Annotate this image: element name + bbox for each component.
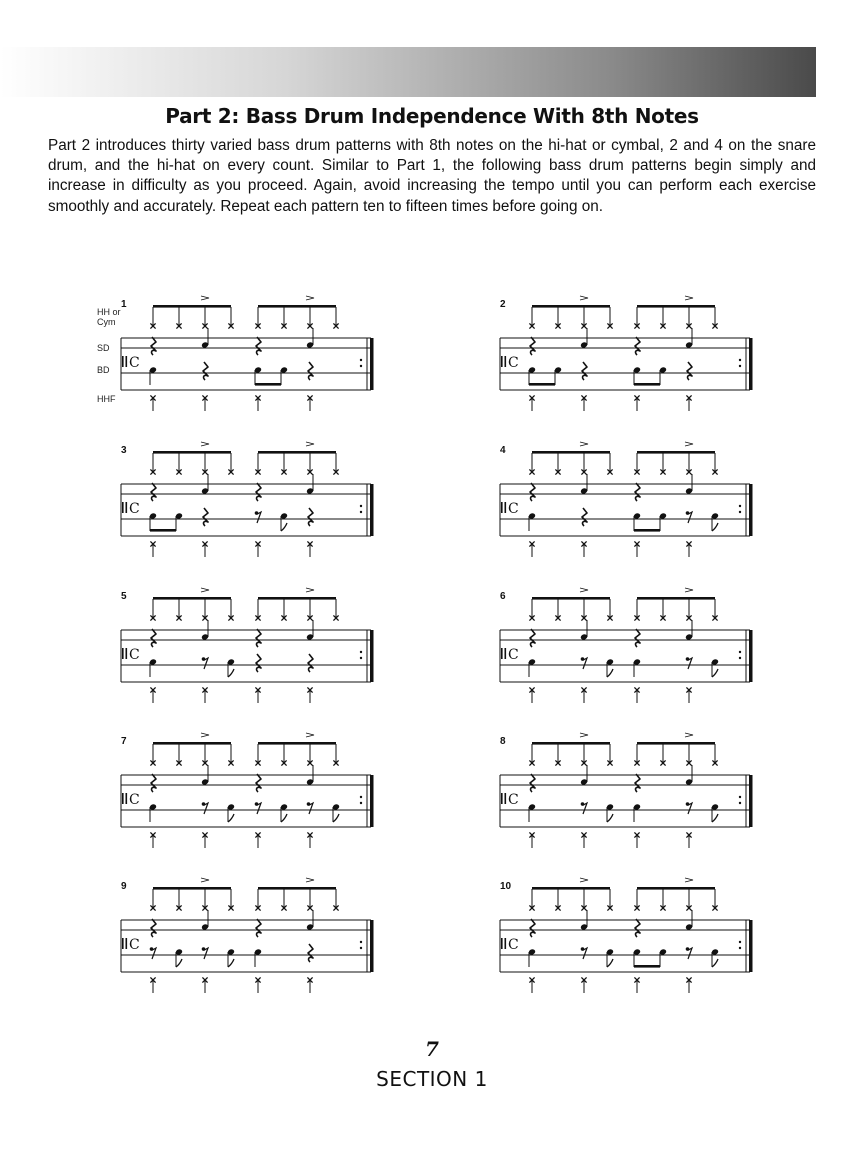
hihat-beam bbox=[153, 887, 231, 890]
repeat-dot bbox=[360, 796, 362, 798]
legend-cym: Cym bbox=[97, 317, 116, 327]
snare-rest bbox=[635, 629, 640, 647]
time-signature: C bbox=[129, 937, 140, 953]
exercise-2 bbox=[497, 298, 767, 418]
snare-rest bbox=[635, 774, 640, 792]
accent-mark bbox=[306, 296, 314, 300]
bass-beam bbox=[255, 383, 281, 386]
page-title: Part 2: Bass Drum Independence With 8th Notes bbox=[165, 104, 699, 128]
accent-mark bbox=[685, 296, 693, 300]
end-barline-thick bbox=[749, 630, 753, 682]
snare-rest bbox=[530, 774, 535, 792]
legend-sd: SD bbox=[97, 343, 110, 353]
repeat-dot bbox=[739, 657, 741, 659]
hihat-beam bbox=[258, 305, 336, 308]
bass-eighth-rest bbox=[581, 657, 587, 669]
end-barline-thick bbox=[370, 484, 374, 536]
accent-mark bbox=[580, 733, 588, 737]
accent-mark bbox=[580, 296, 588, 300]
bass-rest bbox=[203, 508, 208, 526]
exercise-4 bbox=[497, 444, 767, 564]
snare-rest bbox=[530, 337, 535, 355]
repeat-dot bbox=[739, 511, 741, 513]
bass-eighth-rest bbox=[581, 802, 587, 814]
percussion-clef bbox=[505, 648, 507, 659]
bass-beam bbox=[634, 965, 660, 968]
percussion-clef bbox=[126, 938, 128, 949]
hihat-beam bbox=[637, 742, 715, 745]
time-signature: C bbox=[508, 355, 519, 371]
hihat-beam bbox=[153, 597, 231, 600]
bass-flag bbox=[712, 959, 718, 967]
bass-rest bbox=[308, 654, 313, 672]
time-signature: C bbox=[508, 501, 519, 517]
hihat-beam bbox=[532, 742, 610, 745]
exercise-number: 8 bbox=[500, 736, 506, 747]
percussion-clef bbox=[501, 648, 503, 659]
repeat-dot bbox=[739, 947, 741, 949]
exercise-3 bbox=[118, 444, 388, 564]
repeat-dot bbox=[360, 365, 362, 367]
hihat-beam bbox=[258, 887, 336, 890]
page-number: 7 bbox=[425, 1037, 439, 1061]
snare-rest bbox=[151, 483, 156, 501]
exercise-9 bbox=[118, 880, 388, 1000]
percussion-clef bbox=[122, 793, 124, 804]
hihat-beam bbox=[637, 451, 715, 454]
repeat-dot bbox=[739, 941, 741, 943]
snare-rest bbox=[151, 337, 156, 355]
time-signature: C bbox=[129, 792, 140, 808]
repeat-dot bbox=[360, 657, 362, 659]
percussion-clef bbox=[505, 793, 507, 804]
hihat-beam bbox=[258, 451, 336, 454]
percussion-clef bbox=[505, 502, 507, 513]
accent-mark bbox=[685, 878, 693, 882]
repeat-dot bbox=[360, 505, 362, 507]
accent-mark bbox=[580, 588, 588, 592]
repeat-dot bbox=[360, 651, 362, 653]
snare-rest bbox=[530, 483, 535, 501]
hihat-beam bbox=[153, 305, 231, 308]
repeat-dot bbox=[739, 365, 741, 367]
bass-eighth-rest bbox=[686, 511, 692, 523]
percussion-clef bbox=[126, 793, 128, 804]
bass-flag bbox=[228, 814, 234, 822]
bass-eighth-rest bbox=[686, 657, 692, 669]
bass-eighth-rest bbox=[202, 657, 208, 669]
hihat-beam bbox=[532, 887, 610, 890]
bass-eighth-rest bbox=[686, 947, 692, 959]
exercise-7 bbox=[118, 735, 388, 855]
snare-rest bbox=[256, 337, 261, 355]
exercise-number: 10 bbox=[500, 881, 512, 892]
bass-rest bbox=[308, 508, 313, 526]
exercise-number: 1 bbox=[121, 299, 127, 310]
accent-mark bbox=[685, 733, 693, 737]
snare-rest bbox=[151, 629, 156, 647]
time-signature: C bbox=[129, 647, 140, 663]
bass-flag bbox=[607, 669, 613, 677]
percussion-clef bbox=[501, 356, 503, 367]
repeat-dot bbox=[360, 802, 362, 804]
bass-eighth-rest bbox=[150, 947, 156, 959]
bass-flag bbox=[333, 814, 339, 822]
accent-mark bbox=[201, 733, 209, 737]
exercise-number: 6 bbox=[500, 591, 506, 602]
bass-eighth-rest bbox=[255, 511, 261, 523]
bass-eighth-rest bbox=[581, 947, 587, 959]
exercise-number: 7 bbox=[121, 736, 127, 747]
hihat-beam bbox=[258, 597, 336, 600]
percussion-clef bbox=[505, 938, 507, 949]
exercise-number: 4 bbox=[500, 445, 506, 456]
accent-mark bbox=[580, 442, 588, 446]
snare-rest bbox=[530, 629, 535, 647]
percussion-clef bbox=[501, 793, 503, 804]
percussion-clef bbox=[126, 356, 128, 367]
repeat-dot bbox=[360, 359, 362, 361]
end-barline-thick bbox=[370, 338, 374, 390]
bass-rest bbox=[687, 362, 692, 380]
exercise-6 bbox=[497, 590, 767, 710]
hihat-beam bbox=[153, 742, 231, 745]
time-signature: C bbox=[508, 792, 519, 808]
repeat-dot bbox=[739, 802, 741, 804]
accent-mark bbox=[201, 588, 209, 592]
snare-rest bbox=[635, 337, 640, 355]
hihat-beam bbox=[637, 887, 715, 890]
exercise-5 bbox=[118, 590, 388, 710]
intro-paragraph: Part 2 introduces thirty varied bass drum patterns with 8th notes on the hi-hat or cymbal, 2 and 4 on the snare drum, and the hi-hat on every count. Similar to Part 1, the following bass drum patterns begin simply and increase in difficulty as you proceed. Again, avoid increasing the tempo until you can perform each exercise smoothly and accurately. Repeat each pattern ten to fifteen times before going on. bbox=[48, 137, 816, 215]
time-signature: C bbox=[129, 501, 140, 517]
bass-eighth-rest bbox=[202, 947, 208, 959]
bass-flag bbox=[281, 814, 287, 822]
exercise-1 bbox=[118, 298, 388, 418]
snare-rest bbox=[151, 774, 156, 792]
time-signature: C bbox=[129, 355, 140, 371]
snare-rest bbox=[256, 629, 261, 647]
bass-eighth-rest bbox=[202, 802, 208, 814]
end-barline-thick bbox=[749, 484, 753, 536]
repeat-dot bbox=[360, 511, 362, 513]
repeat-dot bbox=[739, 796, 741, 798]
snare-rest bbox=[530, 919, 535, 937]
snare-rest bbox=[635, 919, 640, 937]
exercise-number: 3 bbox=[121, 445, 127, 456]
hihat-beam bbox=[258, 742, 336, 745]
end-barline-thick bbox=[749, 920, 753, 972]
section-label: SECTION 1 bbox=[376, 1067, 488, 1091]
bass-rest bbox=[308, 944, 313, 962]
exercise-8 bbox=[497, 735, 767, 855]
accent-mark bbox=[201, 878, 209, 882]
bass-beam bbox=[150, 529, 176, 532]
bass-flag bbox=[607, 959, 613, 967]
bass-flag bbox=[712, 669, 718, 677]
percussion-clef bbox=[505, 356, 507, 367]
bass-rest bbox=[582, 362, 587, 380]
exercise-number: 5 bbox=[121, 591, 127, 602]
repeat-dot bbox=[360, 941, 362, 943]
bass-eighth-rest bbox=[686, 802, 692, 814]
repeat-dot bbox=[739, 505, 741, 507]
repeat-dot bbox=[360, 947, 362, 949]
accent-mark bbox=[306, 442, 314, 446]
snare-rest bbox=[256, 919, 261, 937]
exercise-number: 2 bbox=[500, 299, 506, 310]
bass-flag bbox=[607, 814, 613, 822]
bass-beam bbox=[634, 529, 660, 532]
snare-rest bbox=[256, 483, 261, 501]
accent-mark bbox=[201, 442, 209, 446]
bass-flag bbox=[712, 814, 718, 822]
accent-mark bbox=[201, 296, 209, 300]
percussion-clef bbox=[122, 502, 124, 513]
accent-mark bbox=[685, 588, 693, 592]
exercise-number: 9 bbox=[121, 881, 127, 892]
end-barline-thick bbox=[370, 920, 374, 972]
time-signature: C bbox=[508, 937, 519, 953]
bass-flag bbox=[281, 523, 287, 531]
snare-rest bbox=[256, 774, 261, 792]
percussion-clef bbox=[122, 648, 124, 659]
bass-flag bbox=[228, 669, 234, 677]
bass-beam bbox=[529, 383, 555, 386]
bass-eighth-rest bbox=[255, 802, 261, 814]
bass-flag bbox=[712, 523, 718, 531]
end-barline-thick bbox=[370, 775, 374, 827]
percussion-clef bbox=[126, 648, 128, 659]
hihat-beam bbox=[532, 451, 610, 454]
time-signature: C bbox=[508, 647, 519, 663]
snare-rest bbox=[151, 919, 156, 937]
accent-mark bbox=[306, 878, 314, 882]
accent-mark bbox=[580, 878, 588, 882]
repeat-dot bbox=[739, 651, 741, 653]
snare-rest bbox=[635, 483, 640, 501]
bass-flag bbox=[176, 959, 182, 967]
end-barline-thick bbox=[370, 630, 374, 682]
hihat-beam bbox=[637, 597, 715, 600]
bass-eighth-rest bbox=[307, 802, 313, 814]
legend-hhf: HHF bbox=[97, 394, 116, 404]
bass-beam bbox=[634, 383, 660, 386]
hihat-beam bbox=[153, 451, 231, 454]
legend-bd: BD bbox=[97, 365, 110, 375]
accent-mark bbox=[685, 442, 693, 446]
bass-rest bbox=[203, 362, 208, 380]
bass-flag bbox=[228, 959, 234, 967]
repeat-dot bbox=[739, 359, 741, 361]
bass-rest bbox=[582, 508, 587, 526]
percussion-clef bbox=[501, 938, 503, 949]
header-gradient-bar bbox=[0, 47, 816, 97]
hihat-beam bbox=[532, 597, 610, 600]
hihat-beam bbox=[637, 305, 715, 308]
percussion-clef bbox=[122, 356, 124, 367]
percussion-clef bbox=[122, 938, 124, 949]
percussion-clef bbox=[126, 502, 128, 513]
percussion-clef bbox=[501, 502, 503, 513]
end-barline-thick bbox=[749, 775, 753, 827]
accent-mark bbox=[306, 588, 314, 592]
bass-rest bbox=[256, 654, 261, 672]
exercise-10 bbox=[497, 880, 767, 1000]
bass-rest bbox=[308, 362, 313, 380]
legend-hh: HH or bbox=[97, 307, 121, 317]
end-barline-thick bbox=[749, 338, 753, 390]
accent-mark bbox=[306, 733, 314, 737]
hihat-beam bbox=[532, 305, 610, 308]
